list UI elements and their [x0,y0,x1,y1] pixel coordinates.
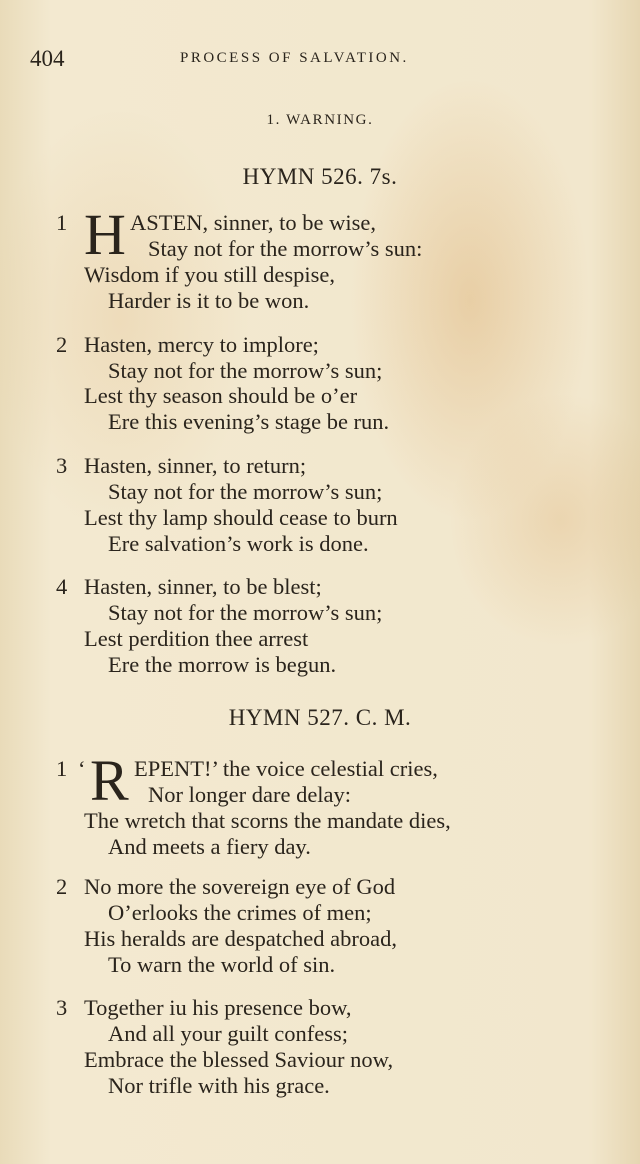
drop-cap: R [90,748,129,813]
verse-line: Ere the morrow is begun. [108,652,337,677]
verse-line: Nor trifle with his grace. [108,1073,330,1098]
drop-cap: H [84,202,126,267]
verse-line: ASTEN, sinner, to be wise, [130,210,376,235]
verse-line: Hasten, sinner, to be blest; [84,574,322,599]
verse-line: EPENT!’ the voice celestial cries, [134,756,438,781]
verse-line: Hasten, mercy to implore; [84,332,319,357]
verse-line: Ere this evening’s stage be run. [108,409,390,434]
stanza-number: 1 [56,756,68,781]
stanza-number: 4 [56,574,68,599]
page-header [30,46,610,76]
verse-line: And meets a fiery day. [108,834,311,859]
stanza-number: 2 [56,332,68,357]
verse-line: Nor longer dare delay: [148,782,352,807]
verse-line: Lest thy lamp should cease to burn [84,505,398,530]
verse-line: Harder is it to be won. [108,288,310,313]
verse-line: Together iu his presence bow, [84,995,352,1020]
running-title: PROCESS OF SALVATION. [180,50,409,66]
verse-line: His heralds are despatched abroad, [84,926,397,951]
verse-line: And all your guilt confess; [108,1021,348,1046]
section-heading: 1. WARNING. [266,112,374,128]
verse-line: Wisdom if you still despise, [84,262,335,287]
verse-line: Stay not for the morrow’s sun; [108,479,383,504]
stanza-number: 3 [56,453,68,478]
hymn-title: HYMN 526. 7s. [242,164,398,189]
stanza-number: 2 [56,874,68,899]
stanza-number: 3 [56,995,68,1020]
verse-line: Embrace the blessed Saviour now, [84,1047,394,1072]
verse-line: Lest perdition thee arrest [84,626,309,651]
verse-line: Stay not for the morrow’s sun; [108,600,383,625]
verse-line: O’erlooks the crimes of men; [108,900,372,925]
stanza-number: 1 [56,210,68,235]
verse-line: Stay not for the morrow’s sun; [108,358,383,383]
verse-line: Stay not for the morrow’s sun: [148,236,423,261]
hymn-title: HYMN 527. C. M. [228,705,412,730]
open-quote: ‘ [78,756,86,781]
verse-line: Hasten, sinner, to return; [84,453,307,478]
page-number: 404 [30,46,65,71]
verse-line: To warn the world of sin. [108,952,336,977]
verse-line: No more the sovereign eye of God [84,874,396,899]
verse-line: The wretch that scorns the mandate dies, [84,808,451,833]
verse-line: Ere salvation’s work is done. [108,531,369,556]
verse-line: Lest thy season should be o’er [84,383,358,408]
